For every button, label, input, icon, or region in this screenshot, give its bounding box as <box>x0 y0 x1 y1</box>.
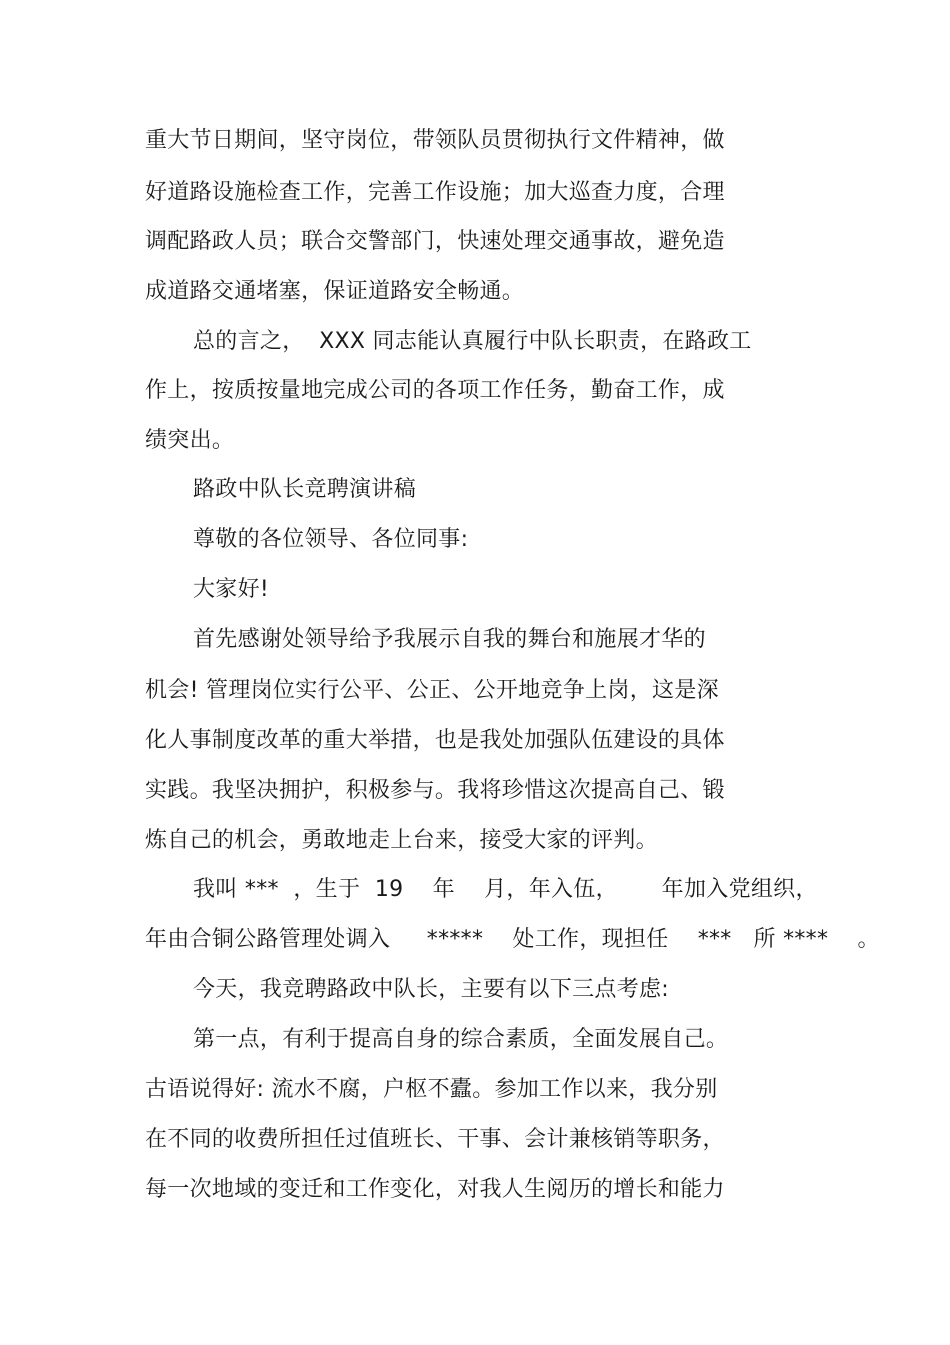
paragraph-line: 年由合铜公路管理处调入 ***** 处工作，现担任 *** 所 **** 。 <box>145 927 880 952</box>
paragraph-line: 总的言之， XXX 同志能认真履行中队长职责，在路政工 <box>193 329 752 354</box>
paragraph-line: 首先感谢处领导给予我展示自我的舞台和施展才华的 <box>193 627 706 652</box>
salutation: 尊敬的各位领导、各位同事: <box>193 527 469 552</box>
paragraph-line: 每一次地域的变迁和工作变化，对我人生阅历的增长和能力 <box>145 1177 725 1202</box>
paragraph-line: 在不同的收费所担任过值班长、干事、会计兼核销等职务， <box>145 1127 725 1152</box>
paragraph-line: 绩突出。 <box>145 428 235 453</box>
paragraph-line: 第一点，有利于提高自身的综合素质，全面发展自己。 <box>193 1027 729 1052</box>
paragraph-line: 重大节日期间，坚守岗位，带领队员贯彻执行文件精神，做 <box>145 128 725 153</box>
paragraph-line: 成道路交通堵塞，保证道路安全畅通。 <box>145 279 525 304</box>
paragraph-line: 今天，我竞聘路政中队长，主要有以下三点考虑: <box>193 977 670 1002</box>
paragraph-line: 化人事制度改革的重大举措，也是我处加强队伍建设的具体 <box>145 728 725 753</box>
paragraph-line: 调配路政人员；联合交警部门，快速处理交通事故，避免造 <box>145 229 725 254</box>
paragraph-line: 好道路设施检查工作，完善工作设施；加大巡查力度，合理 <box>145 180 725 205</box>
paragraph-line: 作上，按质按量地完成公司的各项工作任务，勤奋工作，成 <box>145 378 725 403</box>
greeting: 大家好! <box>193 577 270 602</box>
paragraph-line: 机会! 管理岗位实行公平、公正、公开地竞争上岗，这是深 <box>145 678 719 703</box>
paragraph-line: 我叫 *** ，生于 19 年 月，年入伍， 年加入党组织， <box>193 877 818 902</box>
paragraph-line: 炼自己的机会，勇敢地走上台来，接受大家的评判。 <box>145 828 658 853</box>
paragraph-line: 实践。我坚决拥护，积极参与。我将珍惜这次提高自己、锻 <box>145 778 725 803</box>
speech-title: 路政中队长竞聘演讲稿 <box>193 477 417 502</box>
paragraph-line: 古语说得好: 流水不腐，户枢不蠹。参加工作以来，我分别 <box>145 1077 718 1102</box>
